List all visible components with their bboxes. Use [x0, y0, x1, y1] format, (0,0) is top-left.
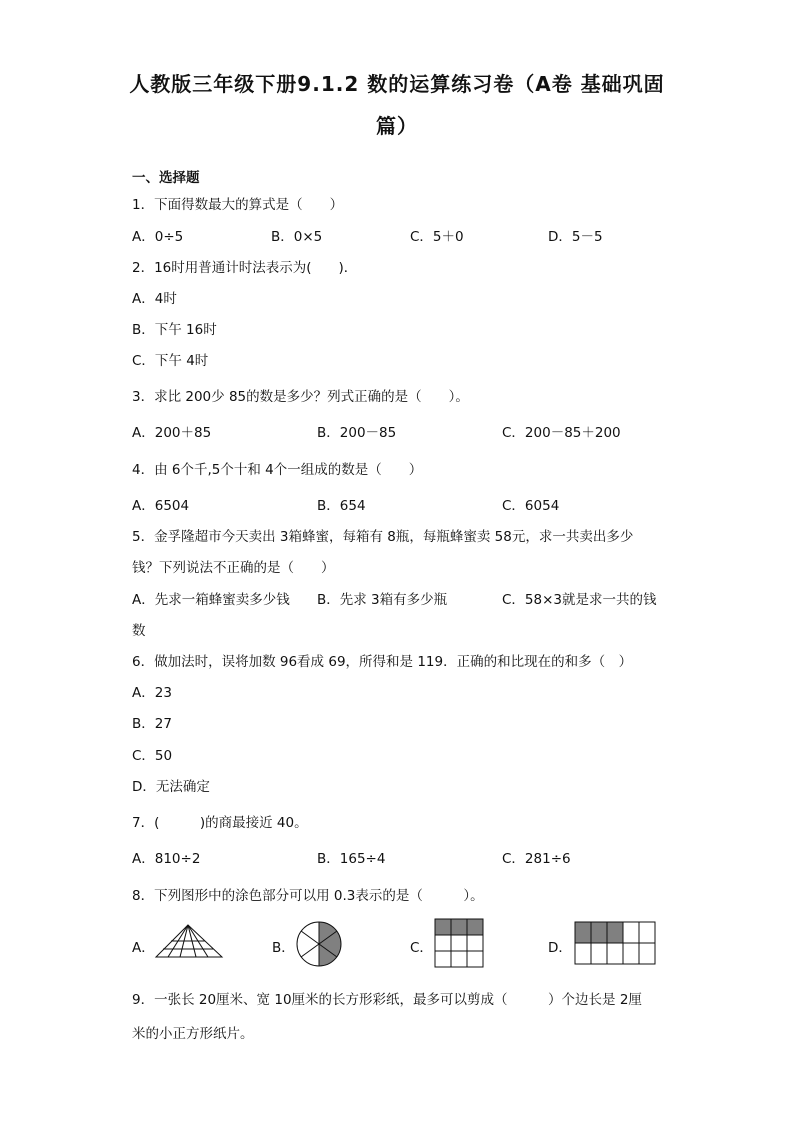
q6-stem: 6．做加法时，误将加数 96看成 69，所得和是 119．正确的和比现在的和多（ ） — [132, 654, 633, 670]
q2-stem: 2．16时用普通计时法表示为( )． — [132, 260, 358, 276]
q3-stem: 3．求比 200少 85的数是多少？列式正确的是（ ）。 — [132, 389, 469, 405]
q8-figure-a-triangle — [154, 921, 226, 961]
q1-option-c[interactable]: C．5＋0 — [410, 229, 464, 245]
q6-option-c[interactable]: C．50 — [132, 748, 173, 764]
q8-figure-d-grid — [574, 921, 658, 967]
q4-option-c[interactable]: C．6054 — [502, 498, 560, 514]
section-heading: 一、选择题 — [132, 170, 200, 186]
q7-option-b[interactable]: B．165÷4 — [317, 851, 386, 867]
q5-option-c-continued: 数 — [132, 623, 146, 639]
q8-stem: 8．下列图形中的涂色部分可以用 0.3表示的是（ ）。 — [132, 888, 484, 904]
q4-stem: 4．由 6个千,5个十和 4个一组成的数是（ ） — [132, 462, 423, 478]
q5-stem-line1: 5．金孚隆超市今天卖出 3箱蜂蜜，每箱有 8瓶，每瓶蜂蜜卖 58元，求一共卖出多少 — [132, 529, 634, 545]
q7-option-a[interactable]: A．810÷2 — [132, 851, 201, 867]
q2-option-b[interactable]: B．下午 16时 — [132, 322, 217, 338]
q8-option-b[interactable]: B． — [272, 940, 295, 956]
q4-option-b[interactable]: B．654 — [317, 498, 366, 514]
q9-stem-line2: 米的小正方形纸片。 — [132, 1026, 254, 1042]
q1-option-d[interactable]: D．5－5 — [548, 229, 603, 245]
q8-option-d[interactable]: D． — [548, 940, 572, 956]
q4-option-a[interactable]: A．6504 — [132, 498, 190, 514]
q8-figure-b-circle — [294, 919, 344, 969]
q5-option-b[interactable]: B．先求 3箱有多少瓶 — [317, 592, 448, 608]
q6-option-d[interactable]: D．无法确定 — [132, 779, 210, 795]
q1-option-b[interactable]: B．0×5 — [271, 229, 323, 245]
q6-option-b[interactable]: B．27 — [132, 716, 172, 732]
q8-option-a[interactable]: A． — [132, 940, 155, 956]
q3-option-a[interactable]: A．200＋85 — [132, 425, 212, 441]
worksheet-title-line2: 篇） — [376, 114, 418, 138]
q8-option-c[interactable]: C． — [410, 940, 433, 956]
q7-stem: 7．( )的商最接近 40。 — [132, 815, 308, 831]
q8-figure-c-grid — [434, 918, 486, 970]
q2-option-c[interactable]: C．下午 4时 — [132, 353, 209, 369]
q5-option-a[interactable]: A．先求一箱蜂蜜卖多少钱 — [132, 592, 290, 608]
q7-option-c[interactable]: C．281÷6 — [502, 851, 571, 867]
q1-stem: 1．下面得数最大的算式是（ ） — [132, 197, 344, 213]
q3-option-b[interactable]: B．200－85 — [317, 425, 397, 441]
q1-option-a[interactable]: A．0÷5 — [132, 229, 184, 245]
q3-option-c[interactable]: C．200－85＋200 — [502, 425, 621, 441]
q6-option-a[interactable]: A．23 — [132, 685, 172, 701]
worksheet-title-line1: 人教版三年级下册9.1.2 数的运算练习卷（A卷 基础巩固 — [129, 72, 665, 96]
q9-stem-line1: 9．一张长 20厘米、宽 10厘米的长方形彩纸，最多可以剪成（ ）个边长是 2厘 — [132, 992, 642, 1008]
q5-option-c[interactable]: C．58×3就是求一共的钱 — [502, 592, 657, 608]
q5-stem-line2: 钱？下列说法不正确的是（ ） — [132, 560, 335, 576]
q2-option-a[interactable]: A．4时 — [132, 291, 177, 307]
